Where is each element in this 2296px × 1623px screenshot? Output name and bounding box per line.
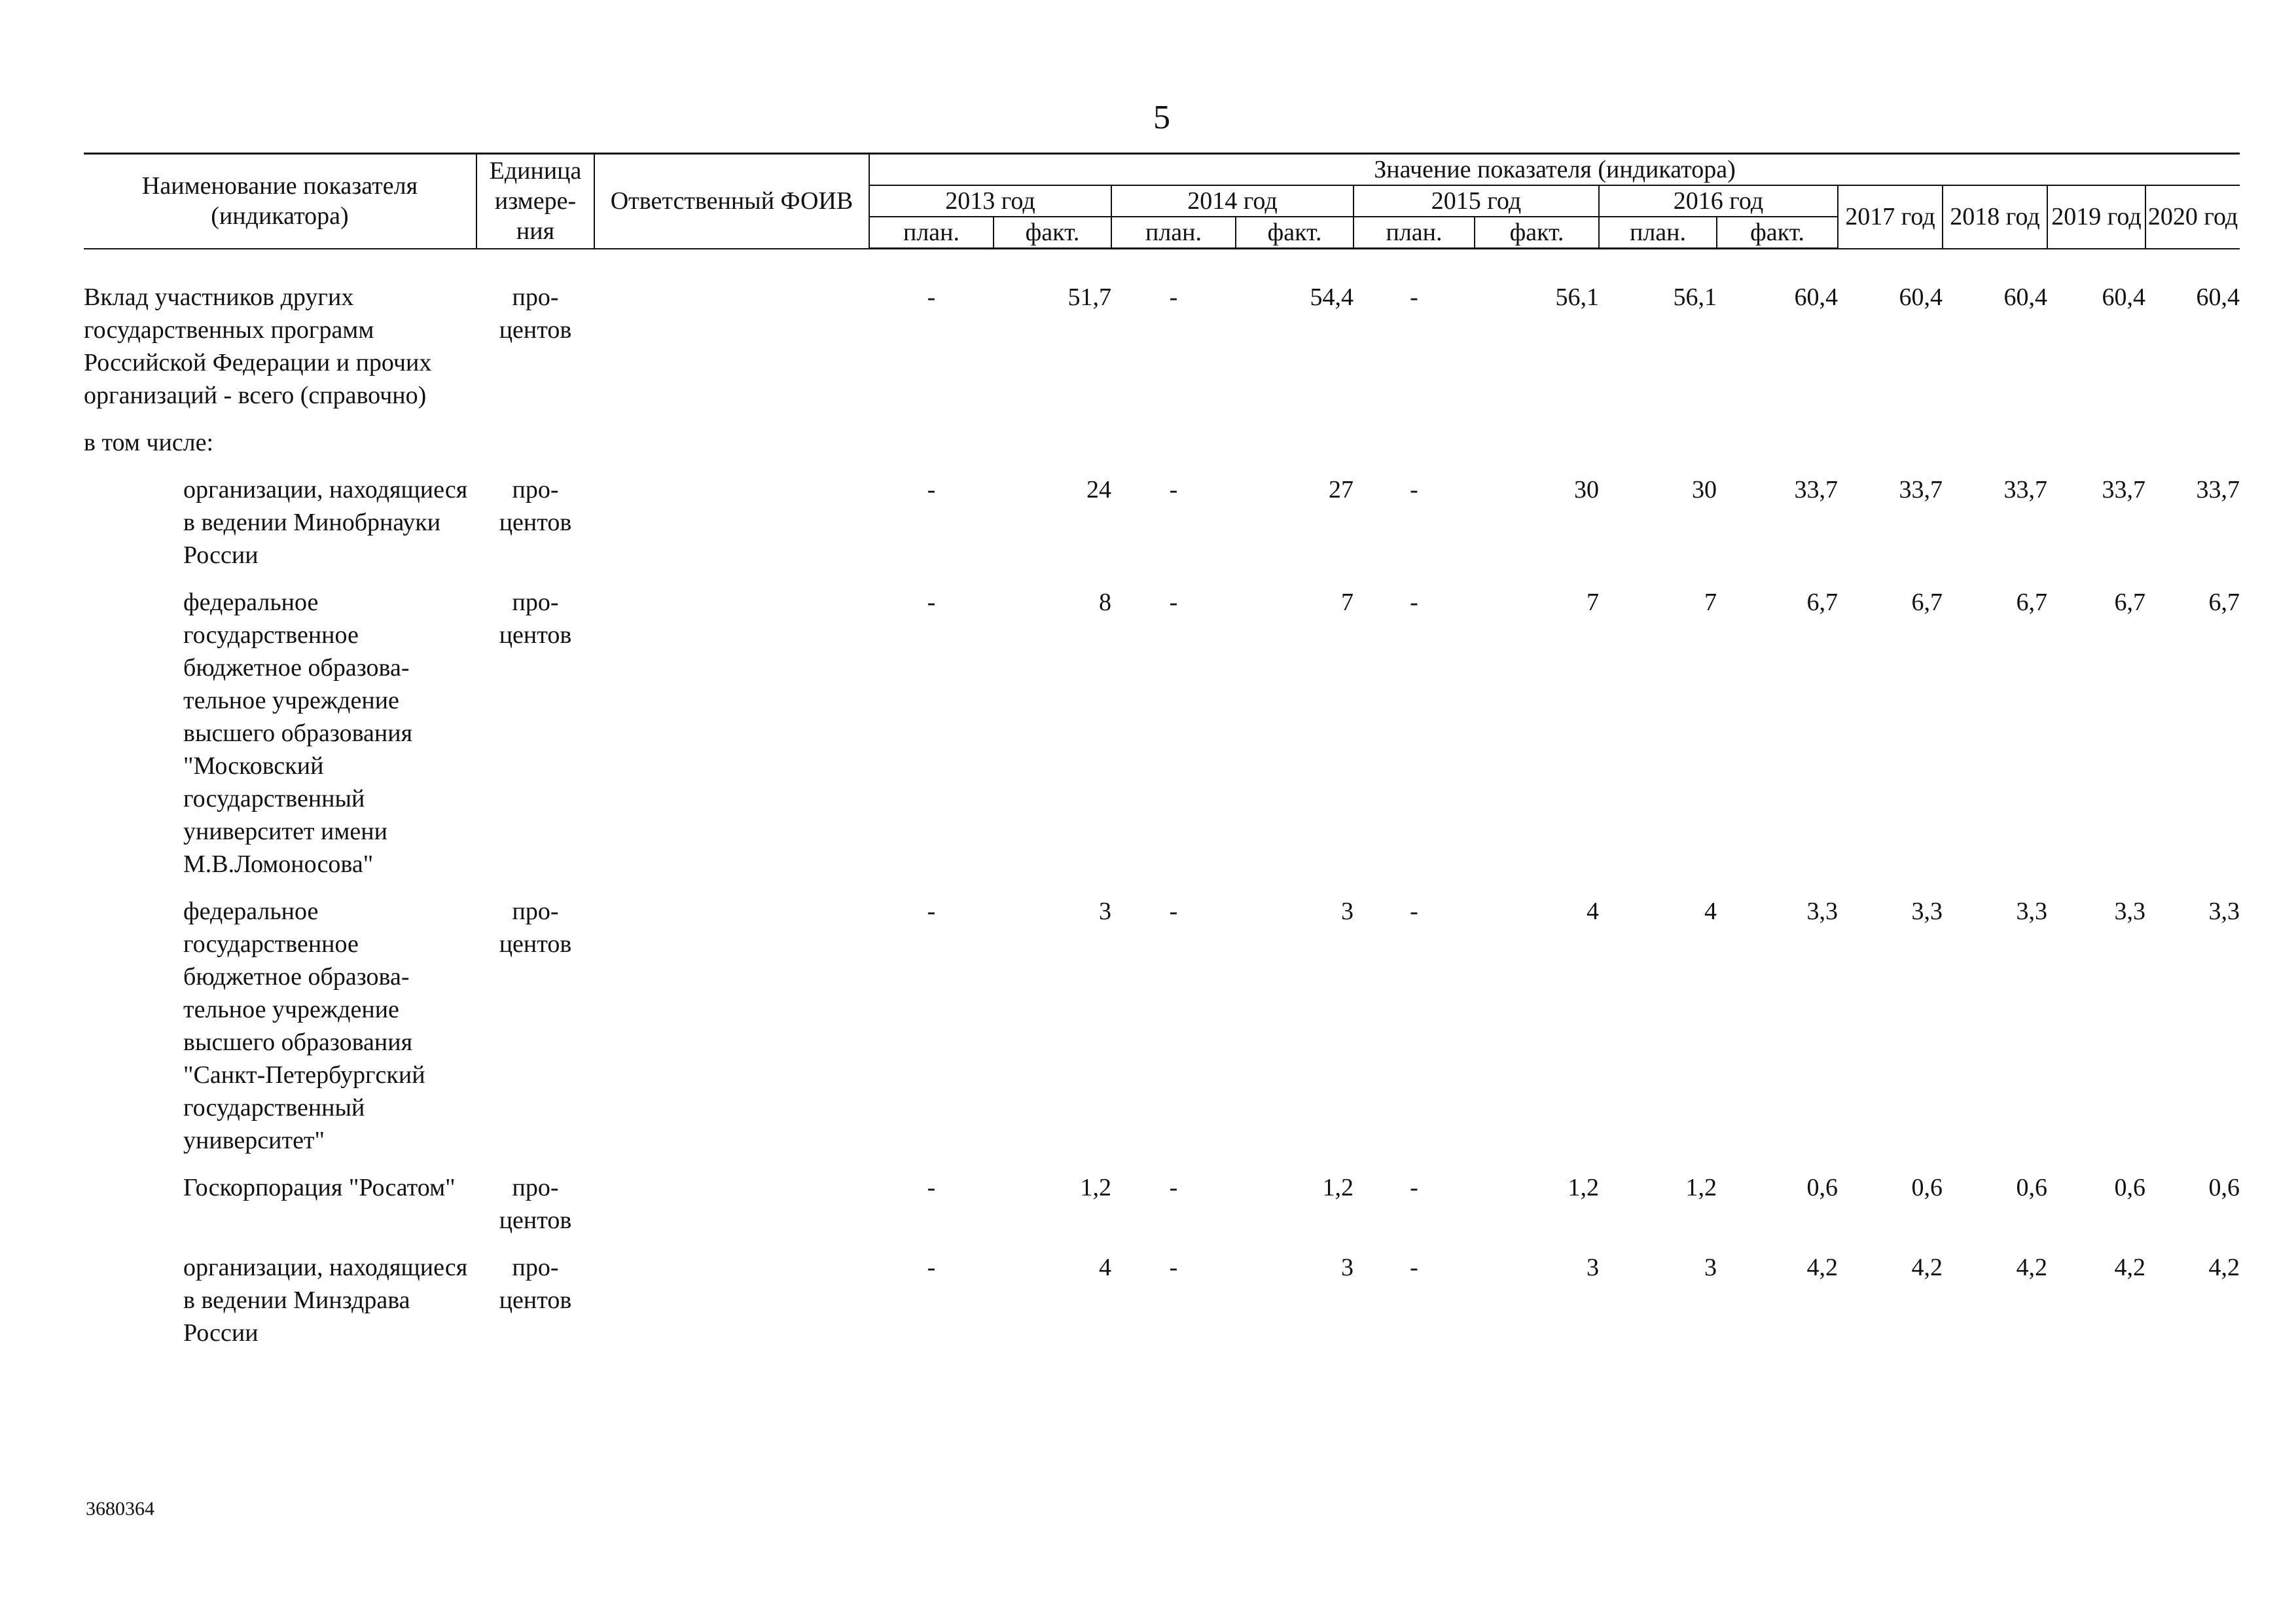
value-cell: 0,6 bbox=[2208, 1174, 2240, 1201]
value-cell: 0,6 bbox=[1806, 1174, 1838, 1201]
section-row bbox=[84, 426, 2240, 473]
value-cell: - bbox=[1169, 283, 1178, 311]
value-cell: 7 bbox=[1341, 589, 1354, 616]
value-cell: 4 bbox=[1587, 898, 1599, 925]
document-id: 3680364 bbox=[86, 1498, 154, 1520]
section-label: в том числе: bbox=[84, 429, 214, 456]
value-cell: 3,3 bbox=[2016, 898, 2047, 925]
header-plan-2016: план. bbox=[1599, 217, 1717, 249]
value-cell: 3 bbox=[1704, 1254, 1717, 1281]
value-cell: 3,3 bbox=[2208, 898, 2240, 925]
row-name: организации, находящиеся в ведении Минздрава России bbox=[183, 1254, 468, 1347]
value-cell: 6,7 bbox=[1806, 589, 1838, 616]
value-cell: 33,7 bbox=[1899, 476, 1943, 503]
value-cell: 60,4 bbox=[2003, 283, 2047, 311]
value-cell: 33,7 bbox=[2196, 476, 2240, 503]
value-cell: - bbox=[927, 1254, 936, 1281]
value-cell: 6,7 bbox=[2016, 589, 2047, 616]
value-cell: 4,2 bbox=[1911, 1254, 1943, 1281]
header-2015: 2015 год bbox=[1354, 185, 1599, 217]
value-cell: 60,4 bbox=[1899, 283, 1943, 311]
value-cell: 4,2 bbox=[2114, 1254, 2145, 1281]
value-cell: - bbox=[1410, 283, 1418, 311]
row-unit: про-центов bbox=[499, 1254, 572, 1314]
row-name: Госкорпорация "Росатом" bbox=[183, 1174, 456, 1201]
value-cell: 7 bbox=[1587, 589, 1599, 616]
header-fact-2013: факт. bbox=[994, 217, 1111, 249]
table-row bbox=[84, 473, 2240, 586]
value-cell: - bbox=[1169, 1174, 1178, 1201]
value-cell: 1,2 bbox=[1322, 1174, 1354, 1201]
value-cell: 33,7 bbox=[2102, 476, 2145, 503]
value-cell: 56,1 bbox=[1555, 283, 1599, 311]
header-2020: 2020 год bbox=[2145, 185, 2240, 249]
value-cell: 4 bbox=[1099, 1254, 1111, 1281]
value-cell: 3,3 bbox=[2114, 898, 2145, 925]
table-row bbox=[84, 1171, 2240, 1251]
value-cell: - bbox=[1410, 1174, 1418, 1201]
value-cell: 3 bbox=[1341, 898, 1354, 925]
header-fact-2016: факт. bbox=[1717, 217, 1838, 249]
value-cell: 4,2 bbox=[1806, 1254, 1838, 1281]
row-name: Вклад участников других государственных программ Российской Федерации и прочих организаций - всего (справочно) bbox=[84, 283, 432, 409]
row-foiv bbox=[594, 1251, 869, 1364]
value-cell: 60,4 bbox=[2102, 283, 2145, 311]
value-cell: 0,6 bbox=[2016, 1174, 2047, 1201]
value-cell: - bbox=[1410, 589, 1418, 616]
header-plan-2014: план. bbox=[1111, 217, 1236, 249]
row-unit: про-центов bbox=[499, 898, 572, 958]
value-cell: 4,2 bbox=[2016, 1254, 2047, 1281]
row-foiv bbox=[594, 586, 869, 895]
header-unit: Единица измере-ния bbox=[476, 154, 594, 249]
header-plan-2013: план. bbox=[869, 217, 994, 249]
value-cell: 60,4 bbox=[1794, 283, 1838, 311]
header-fact-2014: факт. bbox=[1236, 217, 1354, 249]
row-name: федеральное государственное бюджетное образова-тельное учреждение высшего образования "Московский государственный университет имени М.В.Ломоносова" bbox=[183, 589, 413, 878]
value-cell: 6,7 bbox=[2114, 589, 2145, 616]
value-cell: 27 bbox=[1329, 476, 1354, 503]
row-unit: про-центов bbox=[499, 589, 572, 649]
table-body bbox=[84, 249, 2240, 1364]
value-cell: - bbox=[1410, 476, 1418, 503]
header-plan-2015: план. bbox=[1354, 217, 1475, 249]
header-value: Значение показателя (индикатора) bbox=[869, 154, 2240, 186]
value-cell: 24 bbox=[1086, 476, 1111, 503]
value-cell: 0,6 bbox=[2114, 1174, 2145, 1201]
value-cell: 1,2 bbox=[1685, 1174, 1717, 1201]
value-cell: - bbox=[927, 476, 936, 503]
value-cell: - bbox=[1169, 898, 1178, 925]
header-foiv: Ответственный ФОИВ bbox=[594, 154, 869, 249]
value-cell: 30 bbox=[1692, 476, 1717, 503]
value-cell: 56,1 bbox=[1673, 283, 1717, 311]
row-unit: про-центов bbox=[499, 476, 572, 536]
value-cell: 7 bbox=[1704, 589, 1717, 616]
table-row bbox=[84, 895, 2240, 1171]
value-cell: 33,7 bbox=[2003, 476, 2047, 503]
row-unit: про-центов bbox=[499, 283, 572, 344]
value-cell: 6,7 bbox=[1911, 589, 1943, 616]
value-cell: - bbox=[1410, 1254, 1418, 1281]
row-name: организации, находящиеся в ведении Минобрнауки России bbox=[183, 476, 468, 569]
row-unit: про-центов bbox=[499, 1174, 572, 1234]
header-2013: 2013 год bbox=[869, 185, 1111, 217]
value-cell: 30 bbox=[1574, 476, 1599, 503]
value-cell: - bbox=[927, 898, 936, 925]
value-cell: - bbox=[1169, 589, 1178, 616]
value-cell: - bbox=[927, 1174, 936, 1201]
value-cell: 1,2 bbox=[1568, 1174, 1599, 1201]
header-fact-2015: факт. bbox=[1475, 217, 1599, 249]
value-cell: - bbox=[927, 589, 936, 616]
value-cell: 0,6 bbox=[1911, 1174, 1943, 1201]
value-cell: - bbox=[1410, 898, 1418, 925]
value-cell: - bbox=[927, 283, 936, 311]
value-cell: 51,7 bbox=[1067, 283, 1111, 311]
value-cell: 1,2 bbox=[1080, 1174, 1111, 1201]
row-foiv bbox=[594, 473, 869, 586]
header-2018: 2018 год bbox=[1943, 185, 2047, 249]
value-cell: 54,4 bbox=[1310, 283, 1354, 311]
indicator-table bbox=[84, 153, 2240, 1364]
table-header bbox=[84, 154, 2240, 249]
value-cell: 3 bbox=[1099, 898, 1111, 925]
header-2019: 2019 год bbox=[2047, 185, 2145, 249]
table-row bbox=[84, 281, 2240, 426]
value-cell: 4 bbox=[1704, 898, 1717, 925]
table-row bbox=[84, 586, 2240, 895]
row-foiv bbox=[594, 281, 869, 426]
row-name: федеральное государственное бюджетное образова-тельное учреждение высшего образования "Санкт-Петербургский государственный университет" bbox=[183, 898, 425, 1154]
row-foiv bbox=[594, 895, 869, 1171]
value-cell: 3 bbox=[1587, 1254, 1599, 1281]
header-name: Наименование показателя (индикатора) bbox=[84, 154, 476, 249]
header-2016: 2016 год bbox=[1599, 185, 1838, 217]
value-cell: 33,7 bbox=[1794, 476, 1838, 503]
value-cell: 3,3 bbox=[1911, 898, 1943, 925]
value-cell: 3,3 bbox=[1806, 898, 1838, 925]
value-cell: 60,4 bbox=[2196, 283, 2240, 311]
value-cell: 6,7 bbox=[2208, 589, 2240, 616]
page-number: 5 bbox=[1153, 99, 1170, 136]
row-foiv bbox=[594, 1171, 869, 1251]
value-cell: 3 bbox=[1341, 1254, 1354, 1281]
table-row bbox=[84, 1251, 2240, 1364]
value-cell: - bbox=[1169, 1254, 1178, 1281]
value-cell: 8 bbox=[1099, 589, 1111, 616]
value-cell: - bbox=[1169, 476, 1178, 503]
value-cell: 4,2 bbox=[2208, 1254, 2240, 1281]
header-2017: 2017 год bbox=[1838, 185, 1943, 249]
header-2014: 2014 год bbox=[1111, 185, 1354, 217]
